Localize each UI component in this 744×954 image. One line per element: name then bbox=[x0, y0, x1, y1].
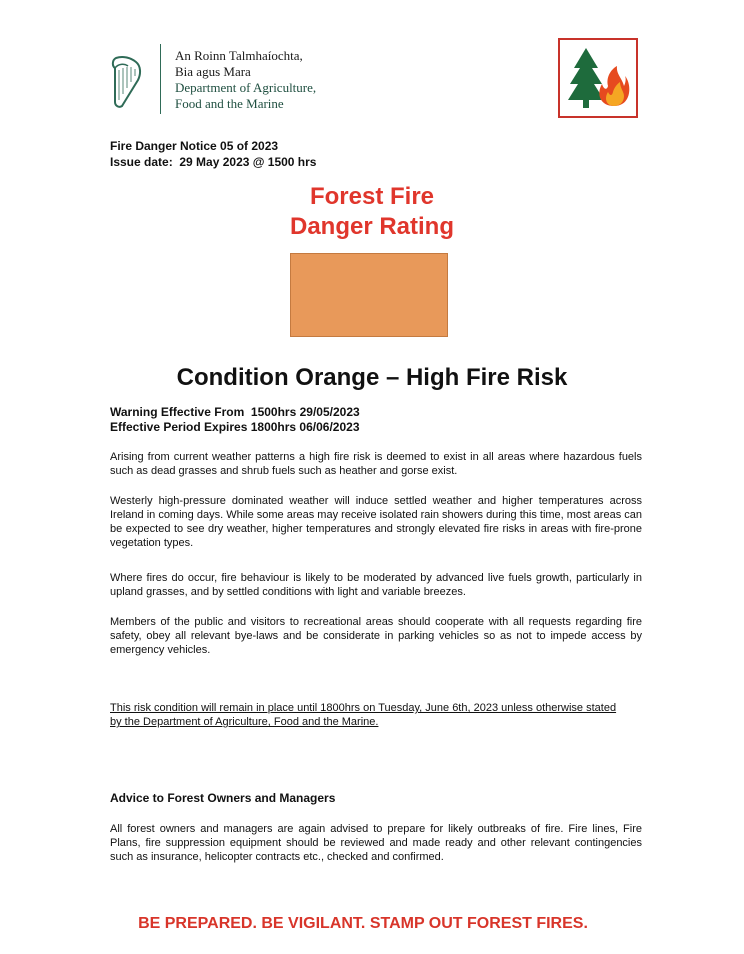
condition-heading: Condition Orange – High Fire Risk bbox=[176, 364, 568, 391]
paragraph-risk: Arising from current weather patterns a high fire risk is deemed to exist in all areas where hazardous fuels such as dead grasses and shrub fuels such as heather and gorse exist. bbox=[110, 451, 642, 477]
advice-body: All forest owners and managers are again advised to prepare for likely outbreaks of fire. Fire lines, Fire Plans, fire suppression equipment should be reviewed and made ready and other relevant contingencies such as insurance, helicopter contracts etc., checked and confirmed. bbox=[110, 823, 642, 863]
harp-icon bbox=[108, 52, 144, 110]
department-name bbox=[175, 48, 316, 112]
danger-rating-swatch bbox=[290, 253, 448, 337]
warning-period bbox=[110, 405, 360, 435]
rating-title-line-1: Forest Fire bbox=[309, 183, 435, 210]
remain-notice: This risk condition will remain in place until 1800hrs on Tuesday, June 6th, 2023 unless otherwise stated by the Department of Agriculture, Food and the Marine. bbox=[110, 702, 617, 728]
warning-expires: Effective Period Expires 1800hrs 06/06/2023 bbox=[110, 420, 360, 434]
rating-title bbox=[0, 182, 744, 242]
header-divider bbox=[160, 44, 161, 114]
dept-line-irish-1: An Roinn Talmhaíochta, bbox=[175, 48, 303, 63]
paragraph-behaviour: Where fires do occur, fire behaviour is likely to be moderated by advanced live fuels growth, particularly in upland grasses, and by settled conditions with light and variable breezes. bbox=[110, 572, 642, 598]
notice-info bbox=[110, 138, 316, 170]
rating-title-line-2: Danger Rating bbox=[289, 213, 454, 240]
warning-from: Warning Effective From 1500hrs 29/05/2023 bbox=[110, 405, 360, 419]
footer-slogan: BE PREPARED. BE VIGILANT. STAMP OUT FOREST FIRES. bbox=[138, 915, 588, 932]
paragraph-weather: Westerly high-pressure dominated weather will induce settled weather and higher temperatures across Ireland in coming days. While some areas may receive isolated rain showers during this time, most areas can be expected to see dry weather, higher temperatures and strongly elevated fire risks in areas with fire-prone vegetation types. bbox=[110, 495, 642, 549]
forest-fire-icon bbox=[562, 42, 634, 114]
notice-number: Fire Danger Notice 05 of 2023 bbox=[110, 139, 279, 153]
dept-line-irish-2: Bia agus Mara bbox=[175, 64, 251, 79]
dept-line-english-2: Food and the Marine bbox=[175, 96, 284, 111]
advice-heading: Advice to Forest Owners and Managers bbox=[110, 791, 336, 805]
forest-fire-logo bbox=[558, 38, 638, 118]
dept-line-english-1: Department of Agriculture, bbox=[175, 80, 317, 95]
issue-date: Issue date: 29 May 2023 @ 1500 hrs bbox=[110, 155, 317, 169]
paragraph-public: Members of the public and visitors to recreational areas should cooperate with all requests regarding fire safety, obey all relevant bye-laws and be considerate in parking vehicles so as not to impede access by emergency vehicles. bbox=[110, 616, 642, 656]
